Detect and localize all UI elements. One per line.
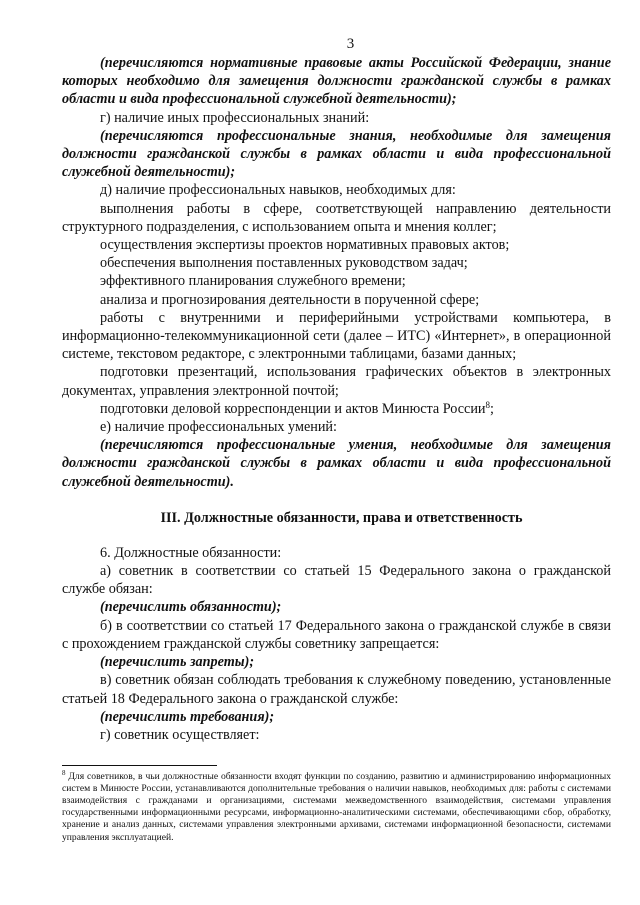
paragraph: (перечислить запреты); <box>100 654 255 671</box>
footnote-reference[interactable]: 8 <box>485 399 491 410</box>
paragraph: е) наличие профессиональных умений: <box>100 419 337 436</box>
paragraph-minjust-text: подготовки деловой корреспонденции и актов Минюста России <box>100 400 486 417</box>
section-heading: III. Должностные обязанности, права и ответственность <box>160 509 523 526</box>
paragraph: г) советник осуществляет: <box>100 726 260 743</box>
paragraph: (перечислить обязанности); <box>100 599 282 616</box>
paragraph: г) наличие иных профессиональных знаний: <box>100 109 370 126</box>
paragraph-minjust <box>62 400 611 418</box>
footnote-mark: 8 <box>62 769 66 778</box>
footnote-divider <box>62 765 217 766</box>
paragraph: подготовки презентаций, использования графических объектов в электронных документах, управления электронной почтой; <box>62 364 611 399</box>
paragraph: выполнения работы в сфере, соответствующей направлению деятельности структурного подразделения, с использованием опыта и мнения коллег; <box>62 200 611 235</box>
paragraph: (перечисляются нормативные правовые акты Российской Федерации, знание которых необходимо для замещения должности гражданской службы в рамках области и вида профессиональной служебной деятельности); <box>62 55 611 108</box>
paragraph-minjust-suffix: ; <box>490 400 494 417</box>
paragraph: (перечисляются профессиональные умения, необходимые для замещения должности гражданской службы в рамках области и вида профессиональной служебной деятельности). <box>62 437 611 490</box>
page-number: 3 <box>346 36 355 52</box>
footnote <box>62 771 611 844</box>
paragraph: эффективного планирования служебного времени; <box>100 273 406 290</box>
paragraph: (перечислить требования); <box>100 708 275 725</box>
paragraph: б) в соответствии со статьей 17 Федерального закона о гражданской службе в связи с прохождением гражданской службы советнику запрещается: <box>62 617 611 652</box>
requirements-block <box>62 54 611 400</box>
paragraph: д) наличие профессиональных навыков, необходимых для: <box>100 182 456 199</box>
paragraph: в) советник обязан соблюдать требования к служебному поведению, установленные статьей 18 Федерального закона о гражданской службе: <box>62 672 611 707</box>
paragraph: осуществления экспертизы проектов нормативных правовых актов; <box>100 237 510 254</box>
skills-block <box>62 418 611 491</box>
paragraph: анализа и прогнозирования деятельности в порученной сфере; <box>100 291 480 308</box>
paragraph: работы с внутренними и периферийными устройствами компьютера, в информационно-телекоммуникационной сети (далее – ИТС) «Интернет», в операционной системе, текстовом редакторе, с электронными таблицами, базами данных; <box>62 309 611 363</box>
paragraph: (перечисляются профессиональные знания, необходимые для замещения должности гражданской службы в рамках области и вида профессиональной служебной деятельности); <box>62 127 611 181</box>
paragraph: а) советник в соответствии со статьей 15 Федерального закона о гражданской службе обязан: <box>62 563 611 598</box>
footnote-text: Для советников, в чьи должностные обязанности входят функции по созданию, развитию и администрированию информационных систем в Минюсте России, устанавливаются дополнительные требования о наличии навыков, необходимых для: работы с системами взаимодействия с гражданами и организациями, системами межведомственного взаимодействия, системами управления государственными информационными ресурсами, информационно-аналитическими системами, обеспечивающими сбор, обработку, хранение и анализ данных, системами управления электронными архивами, системами информационной безопасности, системами управления эксплуатацией. <box>62 771 611 843</box>
paragraph: обеспечения выполнения поставленных руководством задач; <box>100 255 468 272</box>
paragraph: 6. Должностные обязанности: <box>100 544 282 561</box>
duties-block <box>62 544 611 744</box>
